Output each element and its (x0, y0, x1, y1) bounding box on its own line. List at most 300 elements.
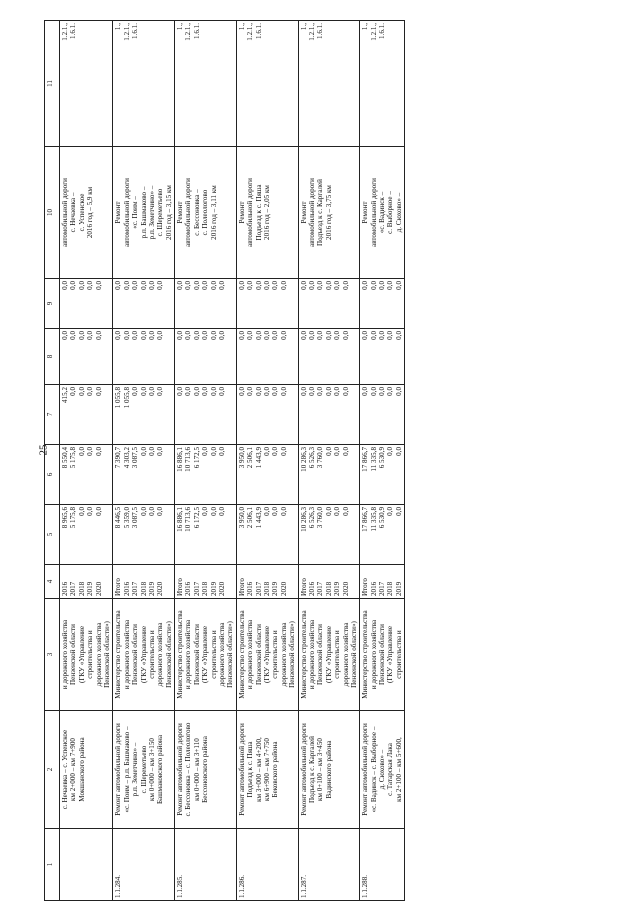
total-amount-cell-line: 3 087,5 (131, 507, 140, 529)
expected-result-cell (236, 147, 298, 279)
table-row (298, 21, 360, 901)
executor-cell-line: и дорожного хозяйства (307, 619, 316, 690)
federal-budget-cell-line: 0,0 (316, 387, 325, 396)
total-amount-cell-line: 0,0 (324, 507, 333, 516)
executor-cell-line: Пензенской области (378, 624, 387, 685)
regional-budget-cell-line: 10 286,3 (299, 447, 308, 472)
regional-budget-cell-line: 0,0 (86, 447, 95, 456)
federal-budget-cell-line: 0,0 (147, 387, 156, 396)
object-description-cell-line: км 0+000 – км 3+150 (147, 738, 156, 801)
other-sources-cell-line: 0,0 (299, 281, 308, 290)
year-cell-line: 2020 (218, 581, 227, 596)
other-sources-cell-line: 0,0 (316, 281, 325, 290)
executor-cell-line: (ГКУ «Управление (139, 626, 148, 683)
total-amount-cell-line: 3 950,0 (237, 507, 246, 529)
year-cell-line: 2019 (271, 581, 280, 596)
total-amount-cell-line: 17 866,7 (361, 507, 370, 532)
other-sources-cell-line: 0,0 (394, 281, 403, 290)
expected-result-cell-line: Подъезд к с. Пяша (254, 184, 263, 241)
local-budget-cell-line: 0,0 (386, 331, 395, 340)
expected-result-cell-line: Подъезд к с. Каргалей (316, 179, 325, 246)
expected-result-cell (60, 147, 113, 279)
year-cell (113, 565, 175, 599)
federal-budget-cell-line: 0,0 (246, 387, 255, 396)
regional-budget-cell-line: 0,0 (394, 447, 403, 456)
federal-budget-cell-line: 0,0 (341, 387, 350, 396)
local-budget-cell-line: 0,0 (279, 331, 288, 340)
expected-result-cell-line: 2016 год – 2,05 км (262, 185, 271, 240)
column-header: 4 (45, 565, 60, 599)
object-description-cell-line: км 0+100 – км 3+450 (316, 738, 325, 801)
executor-cell-line: строительства и (209, 630, 218, 679)
object-description-cell-line: Башмаковского района (156, 734, 165, 805)
regional-budget-cell-line: 17 866,7 (361, 447, 370, 472)
total-amount-cell-line: 0,0 (262, 507, 271, 516)
regional-budget-cell (360, 445, 405, 505)
indicator-link-cell-line: 1.6.1. (316, 23, 325, 39)
local-budget-cell-line: 0,0 (324, 331, 333, 340)
other-sources-cell-line: 0,0 (324, 281, 333, 290)
year-cell-line: 2017 (254, 581, 263, 596)
executor-cell (360, 599, 405, 711)
regional-budget-cell-line: 0,0 (147, 447, 156, 456)
total-amount-cell-line: 10 713,6 (184, 507, 193, 532)
regional-budget-cell-line: 8 550,4 (61, 447, 69, 469)
indicator-link-cell-line: 1.2.1., (61, 23, 69, 41)
column-header: 11 (45, 21, 60, 147)
federal-budget-cell-line: 0,0 (184, 387, 193, 396)
total-amount-cell-line: 0,0 (394, 507, 403, 516)
indicator-link-cell (360, 21, 405, 147)
year-cell-line: 2016 (307, 581, 316, 596)
year-cell-line: 2018 (262, 581, 271, 596)
federal-budget-cell-line: 1 055,8 (122, 387, 131, 409)
indicator-link-cell-line: 1., (237, 23, 246, 31)
expected-result-cell-line: 2016 год – 3,11 км (209, 185, 218, 240)
local-budget-cell-line: 0,0 (77, 331, 86, 340)
year-cell-line: Итого (176, 578, 185, 596)
other-sources-cell-line: 0,0 (271, 281, 280, 290)
regional-budget-cell-line: 0,0 (386, 447, 395, 456)
local-budget-cell-line: 0,0 (131, 331, 140, 340)
executor-cell-line: Пензенской области») (102, 621, 111, 688)
year-cell-line: 2018 (201, 581, 210, 596)
object-description-cell (113, 711, 175, 829)
federal-budget-cell (60, 385, 113, 445)
object-description-cell-line: д. Сюхово» – (378, 749, 387, 790)
regional-budget-cell-line: 5 175,8 (69, 447, 78, 469)
other-sources-cell (236, 279, 298, 329)
year-cell-line: 2019 (394, 581, 403, 596)
total-amount-cell-line: 5 175,8 (69, 507, 78, 529)
local-budget-cell-line: 0,0 (147, 331, 156, 340)
indicator-link-cell (175, 21, 237, 147)
year-cell (298, 565, 360, 599)
executor-cell-line: (ГКУ «Управление (386, 626, 395, 683)
total-amount-cell-line: 5 359,0 (122, 507, 131, 529)
federal-budget-cell-line: 0,0 (192, 387, 201, 396)
year-cell-line: Итого (237, 578, 246, 596)
local-budget-cell-line: 0,0 (218, 331, 227, 340)
local-budget-cell-line: 0,0 (361, 331, 370, 340)
column-header: 7 (45, 385, 60, 445)
total-amount-cell (298, 505, 360, 565)
regional-budget-cell-line: 6 172,5 (192, 447, 201, 469)
local-budget-cell-line: 0,0 (94, 331, 103, 340)
other-sources-cell-line: 0,0 (61, 281, 69, 290)
expected-result-cell-line: 2016 год – 5,9 км (86, 186, 95, 239)
other-sources-cell-line: 0,0 (369, 281, 378, 290)
object-description-cell (360, 711, 405, 829)
other-sources-cell-line: 0,0 (192, 281, 201, 290)
other-sources-cell-line: 0,0 (139, 281, 148, 290)
local-budget-cell-line: 0,0 (184, 331, 193, 340)
regional-budget-cell-line: 0,0 (262, 447, 271, 456)
year-cell-line: 2019 (147, 581, 156, 596)
object-description-cell-line: с. Шереметьево (139, 745, 148, 794)
total-amount-cell-line: 2 506,1 (246, 507, 255, 529)
table-row (360, 21, 405, 901)
executor-cell-line: Пензенской области») (288, 621, 297, 688)
expected-result-cell-line: с. Нечаевка – (69, 192, 78, 233)
expected-result-cell-line: Ремонт (114, 201, 123, 224)
other-sources-cell (298, 279, 360, 329)
local-budget-cell-line: 0,0 (209, 331, 218, 340)
executor-cell-line: и дорожного хозяйства (369, 619, 378, 690)
indicator-link-cell-line: 1.2.1., (307, 23, 316, 41)
total-amount-cell-line: 0,0 (94, 507, 103, 516)
regional-budget-cell (236, 445, 298, 505)
regional-budget-cell (175, 445, 237, 505)
object-description-cell-line: км 2+100 – км 5+600, (394, 737, 403, 802)
executor-cell-line: (ГКУ «Управление (77, 626, 86, 683)
object-description-cell-line: с. Татарская Лака (386, 743, 395, 796)
indicator-link-cell-line: 1.2.1., (246, 23, 255, 41)
year-cell-line: 2017 (192, 581, 201, 596)
federal-budget-cell-line: 0,0 (299, 387, 308, 396)
federal-budget-cell-line: 1 055,8 (114, 387, 123, 409)
expected-result-cell-line: 2016 год – 3,15 км (164, 185, 173, 240)
executor-cell-line: Министерство строительства (361, 610, 370, 699)
item-number-cell: 1.1.284. (113, 829, 175, 901)
local-budget-cell-line: 0,0 (254, 331, 263, 340)
indicator-link-cell-line: 1., (114, 23, 123, 31)
federal-budget-cell-line: 0,0 (209, 387, 218, 396)
regional-budget-cell-line: 0,0 (333, 447, 342, 456)
other-sources-cell (60, 279, 113, 329)
object-description-cell-line: Ремонт автомобильной дороги (361, 723, 370, 816)
federal-budget-cell (360, 385, 405, 445)
local-budget-cell-line: 0,0 (201, 331, 210, 340)
year-cell-line: 2017 (69, 581, 78, 596)
object-description-cell (236, 711, 298, 829)
year-cell-line: 2018 (324, 581, 333, 596)
local-budget-cell-line: 0,0 (394, 331, 403, 340)
other-sources-cell-line: 0,0 (333, 281, 342, 290)
executor-cell-line: (ГКУ «Управление (324, 626, 333, 683)
federal-budget-cell-line: 0,0 (201, 387, 210, 396)
executor-cell-line: дорожного хозяйства (156, 622, 165, 687)
executor-cell-line: строительства и (86, 630, 95, 679)
indicator-link-cell-line: 1., (299, 23, 308, 31)
local-budget-cell-line: 0,0 (262, 331, 271, 340)
other-sources-cell-line: 0,0 (131, 281, 140, 290)
expected-result-cell-line: автомобильной дороги (369, 178, 378, 247)
expected-result-cell-line: автомобильной дороги (307, 178, 316, 247)
page-number: 25 (37, 444, 50, 456)
executor-cell-line: строительства и (333, 630, 342, 679)
indicator-link-cell-line: 1., (361, 23, 370, 31)
year-cell-line: Итого (114, 578, 123, 596)
other-sources-cell-line: 0,0 (176, 281, 185, 290)
object-description-cell-line: Мокшанского района (77, 737, 86, 802)
regional-budget-cell-line: 3 087,5 (131, 447, 140, 469)
total-amount-cell-line: 8 446,5 (114, 507, 123, 529)
local-budget-cell-line: 0,0 (122, 331, 131, 340)
federal-budget-cell-line: 0,0 (131, 387, 140, 396)
total-amount-cell-line: 0,0 (156, 507, 165, 516)
regional-budget-cell-line: 10 713,6 (184, 447, 193, 472)
expected-result-cell-line: «с. Вадинск – (378, 191, 387, 234)
expected-result-cell-line: 2016 год – 3,75 км (324, 185, 333, 240)
other-sources-cell-line: 0,0 (246, 281, 255, 290)
indicator-link-cell-line: 1.6.1. (192, 23, 201, 39)
executor-cell-line: Пензенской области») (349, 621, 358, 688)
regional-budget-cell-line: 11 335,8 (369, 447, 378, 472)
indicator-link-cell-line: 1.6.1. (254, 23, 263, 39)
regional-budget-cell-line: 2 506,1 (246, 447, 255, 469)
item-number-cell: 1.1.287. (298, 829, 360, 901)
executor-cell (236, 599, 298, 711)
other-sources-cell-line: 0,0 (69, 281, 78, 290)
other-sources-cell (360, 279, 405, 329)
federal-budget-cell (298, 385, 360, 445)
item-number-cell (60, 829, 113, 901)
indicator-link-cell-line: 1.2.1., (184, 23, 193, 41)
regional-budget-cell-line: 0,0 (341, 447, 350, 456)
expected-result-cell-line: автомобильной дороги (61, 178, 69, 247)
object-description-cell-line: р.п. Земетчино» – (131, 742, 140, 797)
regional-budget-cell (113, 445, 175, 505)
regional-budget-cell-line: 0,0 (94, 447, 103, 456)
regional-budget-cell-line: 0,0 (201, 447, 210, 456)
object-description-cell-line: Бековского района (271, 741, 280, 798)
local-budget-cell-line: 0,0 (114, 331, 123, 340)
expected-result-cell-line: автомобильной дороги (184, 178, 193, 247)
expected-result-cell-line: д. Сюхово» – (394, 192, 403, 233)
federal-budget-cell (113, 385, 175, 445)
regional-budget-cell-line: 0,0 (324, 447, 333, 456)
executor-cell-line: дорожного хозяйства (279, 622, 288, 687)
regional-budget-cell-line: 0,0 (156, 447, 165, 456)
federal-budget-cell-line: 0,0 (69, 387, 78, 396)
local-budget-cell (236, 329, 298, 385)
total-amount-cell-line: 0,0 (201, 507, 210, 516)
object-description-cell (175, 711, 237, 829)
year-cell (175, 565, 237, 599)
expected-result-cell (360, 147, 405, 279)
federal-budget-cell-line: 0,0 (307, 387, 316, 396)
table-row (60, 21, 113, 901)
total-amount-cell-line: 10 286,3 (299, 507, 308, 532)
regional-budget-cell-line: 3 760,0 (316, 447, 325, 469)
executor-cell (113, 599, 175, 711)
federal-budget-cell-line: 0,0 (333, 387, 342, 396)
local-budget-cell-line: 0,0 (86, 331, 95, 340)
indicator-link-cell (60, 21, 113, 147)
total-amount-cell-line: 11 335,8 (369, 507, 378, 532)
year-cell-line: 2017 (131, 581, 140, 596)
expected-result-cell-line: автомобильной дороги (122, 178, 131, 247)
other-sources-cell (113, 279, 175, 329)
indicator-link-cell-line: 1.2.1., (122, 23, 131, 41)
indicator-link-cell-line: 1.2.1., (369, 23, 378, 41)
expected-result-cell-line: Ремонт (299, 201, 308, 224)
total-amount-cell-line: 0,0 (86, 507, 95, 516)
indicator-link-cell-line: 1.6.1. (69, 23, 78, 39)
object-description-cell-line: Ремонт автомобильной дороги (114, 723, 123, 816)
total-amount-cell-line: 0,0 (341, 507, 350, 516)
federal-budget-cell-line: 415,2 (61, 387, 69, 403)
other-sources-cell-line: 0,0 (378, 281, 387, 290)
local-budget-cell-line: 0,0 (271, 331, 280, 340)
total-amount-cell-line: 0,0 (218, 507, 227, 516)
column-header: 5 (45, 505, 60, 565)
total-amount-cell-line: 3 760,0 (316, 507, 325, 529)
year-cell-line: 2016 (61, 581, 69, 596)
column-header: 1 (45, 829, 60, 901)
object-description-cell-line: Ремонт автомобильной дороги (299, 723, 308, 816)
object-description-cell-line: Ремонт автомобильной дороги (237, 723, 246, 816)
federal-budget-cell-line: 0,0 (271, 387, 280, 396)
executor-cell-line: и дорожного хозяйства (61, 619, 69, 690)
other-sources-cell-line: 0,0 (86, 281, 95, 290)
indicator-link-cell-line: 1.6.1. (378, 23, 387, 39)
executor-cell-line: строительства и (394, 630, 403, 679)
indicator-link-cell-line: 1.6.1. (131, 23, 140, 39)
item-number-cell: 1.1.285. (175, 829, 237, 901)
total-amount-cell (60, 505, 113, 565)
other-sources-cell (175, 279, 237, 329)
federal-budget-cell-line: 0,0 (86, 387, 95, 396)
expected-result-cell (113, 147, 175, 279)
federal-budget-cell-line: 0,0 (218, 387, 227, 396)
regional-budget-cell-line: 0,0 (77, 447, 86, 456)
column-header: 3 (45, 599, 60, 711)
object-description-cell-line: км 2+000 – км 7+900 (69, 738, 78, 801)
year-cell-line: 2018 (386, 581, 395, 596)
other-sources-cell-line: 0,0 (201, 281, 210, 290)
federal-budget-cell-line: 0,0 (279, 387, 288, 396)
other-sources-cell-line: 0,0 (147, 281, 156, 290)
total-amount-cell-line: 1 443,9 (254, 507, 263, 529)
other-sources-cell-line: 0,0 (94, 281, 103, 290)
local-budget-cell-line: 0,0 (139, 331, 148, 340)
local-budget-cell-line: 0,0 (237, 331, 246, 340)
column-header: 10 (45, 147, 60, 279)
regional-budget-cell-line: 0,0 (218, 447, 227, 456)
expected-result-cell-line: Ремонт (176, 201, 185, 224)
regional-budget-cell-line: 16 886,1 (176, 447, 185, 472)
program-table-sheet (44, 21, 592, 901)
indicator-link-cell (298, 21, 360, 147)
local-budget-cell-line: 0,0 (156, 331, 165, 340)
executor-cell-line: Пензенской области») (164, 621, 173, 688)
regional-budget-cell (60, 445, 113, 505)
item-number-cell: 1.1.286. (236, 829, 298, 901)
total-amount-cell-line: 8 965,6 (61, 507, 69, 529)
object-description-cell-line: км 6+900 – км 7+750 (262, 738, 271, 801)
local-budget-cell-line: 0,0 (176, 331, 185, 340)
executor-cell-line: и дорожного хозяйства (122, 619, 131, 690)
local-budget-cell (175, 329, 237, 385)
regional-budget-cell-line: 1 443,9 (254, 447, 263, 469)
expected-result-cell-line: автомобильной дороги (246, 178, 255, 247)
federal-budget-cell (236, 385, 298, 445)
indicator-link-cell (236, 21, 298, 147)
executor-cell-line: Пензенской области (254, 624, 263, 685)
executor-cell-line: Министерство строительства (299, 610, 308, 699)
regional-budget-cell-line: 0,0 (139, 447, 148, 456)
total-amount-cell-line: 0,0 (139, 507, 148, 516)
other-sources-cell-line: 0,0 (307, 281, 316, 290)
year-cell-line: 2019 (333, 581, 342, 596)
object-description-cell-line: км 0+000 – км 3+110 (192, 738, 201, 801)
year-cell-line: 2019 (209, 581, 218, 596)
expected-result-cell-line: р.п. Башмаково – (139, 186, 148, 239)
expected-result-cell-line: с. Выборное – (386, 191, 395, 234)
year-cell-line: Итого (299, 578, 308, 596)
year-cell-line: 2016 (184, 581, 193, 596)
regional-budget-cell-line: 6 530,9 (378, 447, 387, 469)
object-description-cell-line: Бессоновского района (201, 736, 210, 803)
year-cell-line: 2020 (94, 581, 103, 596)
total-amount-cell-line: 0,0 (386, 507, 395, 516)
year-cell-line: 2016 (369, 581, 378, 596)
other-sources-cell-line: 0,0 (386, 281, 395, 290)
executor-cell (298, 599, 360, 711)
federal-budget-cell (175, 385, 237, 445)
local-budget-cell-line: 0,0 (299, 331, 308, 340)
local-budget-cell-line: 0,0 (316, 331, 325, 340)
table-row (175, 21, 237, 901)
year-cell (236, 565, 298, 599)
local-budget-cell (113, 329, 175, 385)
object-description-cell-line: «с. Вадинск – с. Выборное – (369, 726, 378, 813)
year-cell (360, 565, 405, 599)
object-description-cell-line: Вадинского района (324, 740, 333, 799)
expected-result-cell-line: «с. Поим – (131, 196, 140, 229)
year-cell-line: 2017 (378, 581, 387, 596)
other-sources-cell-line: 0,0 (209, 281, 218, 290)
local-budget-cell-line: 0,0 (307, 331, 316, 340)
total-amount-cell-line: 0,0 (147, 507, 156, 516)
federal-budget-cell-line: 0,0 (176, 387, 185, 396)
local-budget-cell-line: 0,0 (246, 331, 255, 340)
federal-budget-cell-line: 0,0 (237, 387, 246, 396)
expected-result-cell-line: с. Бессоновка – (192, 189, 201, 236)
regional-budget-cell-line: 0,0 (209, 447, 218, 456)
year-cell-line: 2018 (77, 581, 86, 596)
local-budget-cell-line: 0,0 (369, 331, 378, 340)
local-budget-cell-line: 0,0 (192, 331, 201, 340)
executor-cell-line: Министерство строительства (114, 610, 123, 699)
executor-cell (175, 599, 237, 711)
regional-budget-cell-line: 4 303,2 (122, 447, 131, 469)
local-budget-cell-line: 0,0 (69, 331, 78, 340)
executor-cell-line: и дорожного хозяйства (246, 619, 255, 690)
total-amount-cell (360, 505, 405, 565)
